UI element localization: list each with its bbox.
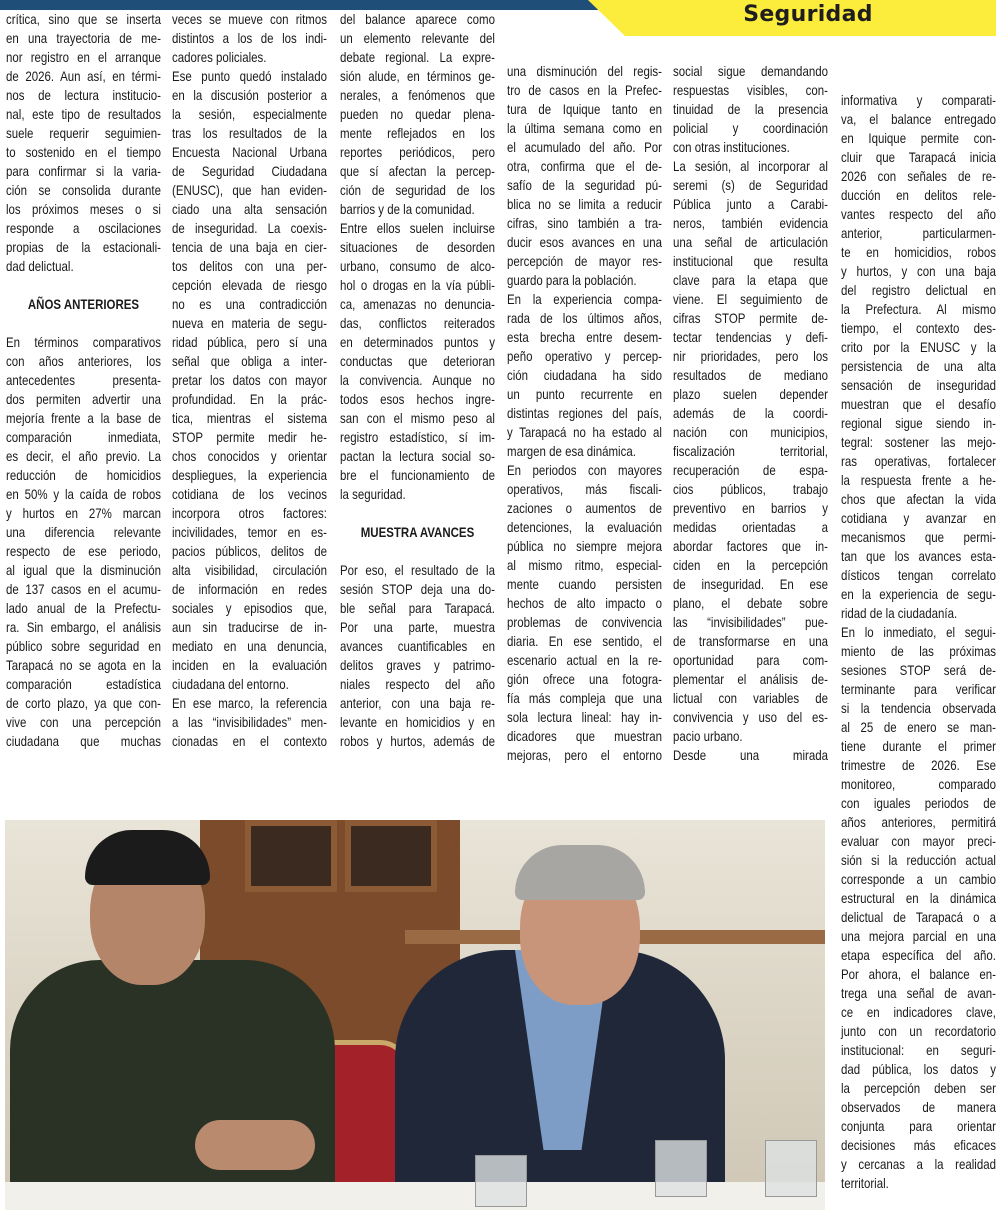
text-line: lado anual de la Prefectu- <box>6 600 161 616</box>
text-line: responde a oscilaciones <box>6 220 161 236</box>
text-line: incorpora otros factores: <box>172 505 327 521</box>
text-line: ciden en la percepción <box>673 557 828 573</box>
text-line: vive con una percepción <box>6 714 161 730</box>
text-line: tan que los avances esta- <box>841 548 996 564</box>
text-line: cionadas en el contexto <box>172 733 327 749</box>
text-line: tegral: sostener las mejo- <box>841 434 996 450</box>
text-line: antecedentes presenta- <box>6 372 161 388</box>
text-line: ducción en delitos rele- <box>841 187 996 203</box>
text-line: cepción elevada de riesgo <box>172 277 327 293</box>
text-line: nor registro en el arranque <box>6 49 161 65</box>
text-line: mejoras, pero el entorno <box>507 747 662 763</box>
text-line: cadores policiales. <box>172 49 267 65</box>
text-line: En ese marco, la referencia <box>172 695 327 711</box>
text-line: problemas de convivencia <box>507 614 662 630</box>
photo-glass <box>655 1140 707 1197</box>
text-line: ridad pública, pero sí una <box>172 334 327 350</box>
paragraph <box>340 219 495 504</box>
text-line: tiempo, el contexto des- <box>841 320 996 336</box>
text-line: esta brecha entre desem- <box>507 329 662 345</box>
text-line: crítica, sino que se inserta <box>6 11 161 27</box>
paragraph <box>507 290 662 461</box>
text-line: viene. El seguimiento de <box>673 291 828 307</box>
text-line: mejoría frente a la base de <box>6 410 161 426</box>
text-line: blica no se limita a reducir <box>507 196 662 212</box>
text-line: chos conocidos y orientar <box>172 448 327 464</box>
text-line: das, conflictos reiterados <box>340 315 495 331</box>
text-line: pactan la lectura social so- <box>340 448 495 464</box>
text-line: en Iquique permite con- <box>841 130 996 146</box>
text-line: pueden no quedar plena- <box>340 106 495 122</box>
text-line: despliegues, la experiencia <box>172 467 327 483</box>
text-line: rada de los últimos años, <box>507 310 662 326</box>
text-line: territorial. <box>841 1175 889 1191</box>
text-line: Tarapacá no se agota en la <box>6 657 161 673</box>
text-line: ción de seguridad de los <box>340 182 495 198</box>
text-line: plementar el análisis de- <box>673 671 828 687</box>
article-column <box>6 10 161 751</box>
article-column <box>340 10 495 751</box>
text-line: tectar tendencias y defi- <box>673 329 828 345</box>
text-line: de corto plazo, ya que con- <box>6 695 161 711</box>
text-line: la seguridad. <box>340 486 406 502</box>
text-line: estructural en la dinámica <box>841 890 996 906</box>
text-line: reducción de homicidios <box>6 467 161 483</box>
text-line: levante en homicidios y en <box>340 714 495 730</box>
text-line: percepción de mayor res- <box>507 253 662 269</box>
text-line: tro de casos en la Prefec- <box>507 82 662 98</box>
text-line: cluir que Tarapacá inicia <box>841 149 996 165</box>
text-line: para confirmar si la varia- <box>6 163 161 179</box>
paragraph <box>6 10 161 276</box>
text-line: 2026 con señales de re- <box>841 168 996 184</box>
article-column <box>172 10 327 751</box>
text-line: a las “invisibilidades” men- <box>172 714 327 730</box>
text-line: trimestre de 2026. Ese <box>841 757 996 773</box>
article-photo <box>5 820 825 1210</box>
photo-door-window <box>345 820 437 892</box>
paragraph <box>673 746 828 765</box>
text-line: sión alude, en términos ge- <box>340 68 495 84</box>
text-line: la sesión, especialmente <box>172 106 327 122</box>
text-line: respecto de ese periodo, <box>6 543 161 559</box>
paragraph <box>172 67 327 694</box>
text-line: cifras STOP permite de- <box>673 310 828 326</box>
text-line: debate regional. La expre- <box>340 49 495 65</box>
text-line: público sobre seguridad en <box>6 638 161 654</box>
text-line: lictual con variables de <box>673 690 828 706</box>
text-line: tinuidad de la presencia <box>673 101 828 117</box>
text-line: y hurtos en 27% marcan <box>6 505 161 521</box>
text-line: tras los resultados de la <box>172 125 327 141</box>
text-line: la percepción deben ser <box>841 1080 996 1096</box>
text-line: terminante para verificar <box>841 681 996 697</box>
text-line: conductas que deterioran <box>340 353 495 369</box>
text-line: operativos, más fiscali- <box>507 481 662 497</box>
text-line: registro estadístico, sí im- <box>340 429 495 445</box>
section-title: Seguridad <box>743 2 873 27</box>
text-line: delitos graves y patrimo- <box>340 657 495 673</box>
text-line: persistencia de una alta <box>841 358 996 374</box>
text-line: incivilidades, temor en es- <box>172 524 327 540</box>
text-line: muestran que el desafío <box>841 396 996 412</box>
text-line: STOP permite medir he- <box>172 429 327 445</box>
text-line: margen de esa dinámica. <box>507 443 636 459</box>
text-line: en 50% y la caída de robos <box>6 486 161 502</box>
text-line: suele requerir seguimien- <box>6 125 161 141</box>
text-line: una señal de articulación <box>673 234 828 250</box>
text-line: san con el mismo peso al <box>340 410 495 426</box>
text-line: tura de Iquique tanto en <box>507 101 662 117</box>
text-line: dad pública, los datos y <box>841 1061 996 1077</box>
text-line: profundidad. En la prác- <box>172 391 327 407</box>
text-line: nir prioridades, pero los <box>673 348 828 364</box>
text-line: seremi (s) de Seguridad <box>673 177 828 193</box>
text-line: señal que obliga a inter- <box>172 353 327 369</box>
text-line: y cercanas a la realidad <box>841 1156 996 1172</box>
text-line: de 2026. Aun así, en térmi- <box>6 68 161 84</box>
text-line: Por ahora, el balance en- <box>841 966 996 982</box>
text-line: de Seguridad Ciudadana <box>172 163 327 179</box>
article-column <box>673 62 828 765</box>
text-line: es decir, el año previo. La <box>6 448 161 464</box>
text-line: fía más compleja que una <box>507 690 662 706</box>
text-line: dos permiten advertir una <box>6 391 161 407</box>
text-line: Por una parte, muestra <box>340 619 495 635</box>
text-line: tencia de una baja en cier- <box>172 239 327 255</box>
text-line: gión ofrece una fotogra- <box>507 671 662 687</box>
text-line: al mismo ritmo, especial- <box>507 557 662 573</box>
text-line: en la experiencia de segu- <box>841 586 996 602</box>
text-line: una mejora parcial en una <box>841 928 996 944</box>
text-line: ciado una alta sensación <box>172 201 327 217</box>
text-line: social sigue demandando <box>673 63 828 79</box>
text-line: una diferencia relevante <box>6 524 161 540</box>
text-line: decisiones más eficaces <box>841 1137 996 1153</box>
text-line: En lo inmediato, el segui- <box>841 624 996 640</box>
text-line: otra, confirma que el de- <box>507 158 662 174</box>
article-column <box>507 62 662 765</box>
photo-woman-hands <box>195 1120 315 1170</box>
text-line: distintos a los de los indi- <box>172 30 327 46</box>
text-line: ce en indicadores clave, <box>841 1004 996 1020</box>
text-line: detenciones, la evaluación <box>507 519 662 535</box>
text-line: plazo suelen depender <box>673 386 828 402</box>
paragraph <box>340 561 495 751</box>
text-line: tica, mientras el sistema <box>172 410 327 426</box>
text-line: con otras instituciones. <box>673 139 790 155</box>
text-line: hol o drogas en la vía públi- <box>340 277 495 293</box>
text-line: junto con un recordatorio <box>841 1023 996 1039</box>
text-line: sociales y episodios que, <box>172 600 327 616</box>
text-line: inciden en la evaluación <box>172 657 327 673</box>
text-line: la última semana como en <box>507 120 662 136</box>
text-line: ción ciudadana ha sido <box>507 367 662 383</box>
text-line: (ENUSC), que han eviden- <box>172 182 327 198</box>
text-line: una disminución del regis- <box>507 63 662 79</box>
text-line: anterior, particularmen- <box>841 225 996 241</box>
text-line: crito por la ENUSC y la <box>841 339 996 355</box>
text-line: En la experiencia compa- <box>507 291 662 307</box>
text-line: informativa y comparati- <box>841 92 996 108</box>
text-line: hechos de alto impacto o <box>507 595 662 611</box>
text-line: Ese punto quedó instalado <box>172 68 327 84</box>
text-line: medidas orientadas a <box>673 519 828 535</box>
photo-woman-body <box>10 960 335 1210</box>
text-line: ras operativas, fortalecer <box>841 453 996 469</box>
text-line: monitoreo, comparado <box>841 776 996 792</box>
text-line: que sí afectan la percep- <box>340 163 495 179</box>
text-line: observados de manera <box>841 1099 996 1115</box>
text-line: años anteriores, permitirá <box>841 814 996 830</box>
text-line: un punto recurrente en <box>507 386 662 402</box>
text-line: ble señal para Tarapacá. <box>340 600 495 616</box>
text-line: miento de las próximas <box>841 643 996 659</box>
text-line: neros, también evidencia <box>673 215 828 231</box>
text-line: de información en redes <box>172 581 327 597</box>
photo-man-hair <box>515 845 645 900</box>
text-line: bre el funcionamiento de <box>340 467 495 483</box>
text-line: delictual de Tarapacá o a <box>841 909 996 925</box>
subheading: AÑOS ANTERIORES <box>27 296 140 312</box>
text-line: ciudadana que muchas <box>6 733 161 749</box>
paragraph <box>507 62 662 290</box>
text-line: etapa específica del año. <box>841 947 996 963</box>
text-line: mecanismos que permi- <box>841 529 996 545</box>
text-line: pacio urbano. <box>673 728 743 744</box>
text-line: los próximos meses o si <box>6 201 161 217</box>
text-line: al igual que la disminución <box>6 562 161 578</box>
text-line: la respuesta frente a he- <box>841 472 996 488</box>
text-line: sesión STOP deja una do- <box>340 581 495 597</box>
paragraph <box>340 10 495 219</box>
text-line: el acumulado del año. Por <box>507 139 662 155</box>
text-line: en la discusión posterior a <box>172 87 327 103</box>
text-line: institucional que resulta <box>673 253 828 269</box>
text-line: situaciones de desorden <box>340 239 495 255</box>
text-line: safío de la seguridad pú- <box>507 177 662 193</box>
text-line: Encuesta Nacional Urbana <box>172 144 327 160</box>
text-line: mente cuando persisten <box>507 576 662 592</box>
text-line: veces se mueve con ritmos <box>172 11 327 27</box>
text-line: escenario actual en la re- <box>507 652 662 668</box>
text-line: si la tendencia observada <box>841 700 996 716</box>
paragraph <box>507 461 662 765</box>
text-line: evaluar con mayor preci- <box>841 833 996 849</box>
text-line: la Prefectura. Al mismo <box>841 301 996 317</box>
text-line: ra. Sin embargo, el análisis <box>6 619 161 635</box>
text-line: corresponde a un cambio <box>841 871 996 887</box>
paragraph <box>6 333 161 751</box>
text-line: y hurtos, y con una baja <box>841 263 996 279</box>
text-line: convivencia y uso del es- <box>673 709 828 725</box>
text-line: recuperación de espa- <box>673 462 828 478</box>
text-line: distintas regiones del país, <box>507 405 662 421</box>
text-line: La sesión, al incorporar al <box>673 158 828 174</box>
text-line: abordar factores que in- <box>673 538 828 554</box>
text-line: institucional: en seguri- <box>841 1042 996 1058</box>
text-line: del balance aparece como <box>340 11 495 27</box>
text-line: va, el balance entregado <box>841 111 996 127</box>
text-line: fiscalización territorial, <box>673 443 828 459</box>
text-line: mediato en una denuncia, <box>172 638 327 654</box>
text-line: al 25 de enero se man- <box>841 719 996 735</box>
text-line: de 137 casos en el acumu- <box>6 581 161 597</box>
text-line: En términos comparativos <box>6 334 161 350</box>
photo-glass <box>475 1155 527 1207</box>
subheading: MUESTRA AVANCES <box>360 524 475 540</box>
photo-glass <box>765 1140 817 1197</box>
text-line: Entre ellos suelen incluirse <box>340 220 495 236</box>
text-line: ción se consolida durante <box>6 182 161 198</box>
text-line: clave para la etapa que <box>673 272 828 288</box>
text-line: Desde una mirada <box>673 747 828 763</box>
text-line: zaciones o aumentos de <box>507 500 662 516</box>
text-line: avances cuantificables en <box>340 638 495 654</box>
text-line: reportes periódicos, pero <box>340 144 495 160</box>
paragraph <box>673 62 828 157</box>
text-line: y Tarapacá no ha estado al <box>507 424 662 440</box>
text-line: tos delitos con una per- <box>172 258 327 274</box>
text-line: sión si la reducción actual <box>841 852 996 868</box>
text-line: comparación inmediata, <box>6 429 161 445</box>
text-line: niales respecto del año <box>340 676 495 692</box>
text-line: nos de lectura institucio- <box>6 87 161 103</box>
text-line: conjunta para orientar <box>841 1118 996 1134</box>
text-line: trega una señal de avan- <box>841 985 996 1001</box>
text-line: chos que afectan la vida <box>841 491 996 507</box>
text-line: de transformarse en una <box>673 633 828 649</box>
photo-woman-hair <box>85 830 210 885</box>
text-line: diaria. En ese sentido, el <box>507 633 662 649</box>
text-line: guardo para la población. <box>507 272 637 288</box>
text-line: robos y hurtos, además de <box>340 733 495 749</box>
paragraph <box>673 157 828 746</box>
text-line: las “invisibilidades” pue- <box>673 614 828 630</box>
text-line: ducir esos avances en una <box>507 234 662 250</box>
text-line: propias de la estacionali- <box>6 239 161 255</box>
text-line: vantes respecto del año <box>841 206 996 222</box>
text-line: sensación de inseguridad <box>841 377 996 393</box>
text-line: sola lectura lineal: hay in- <box>507 709 662 725</box>
text-line: pacios públicos, delitos de <box>172 543 327 559</box>
text-line: ciudadana del entorno. <box>172 676 289 692</box>
text-line: dad delictual. <box>6 258 74 274</box>
text-line: de inseguridad. En ese <box>673 576 828 592</box>
text-line: regional sigue siendo in- <box>841 415 996 431</box>
paragraph <box>172 10 327 67</box>
text-line: con iguales periodos de <box>841 795 996 811</box>
text-line: nación con municipios, <box>673 424 828 440</box>
paragraph <box>841 91 996 623</box>
text-line: nueva en materia de segu- <box>172 315 327 331</box>
text-line: de inseguridad. La coexis- <box>172 220 327 236</box>
text-line: urbano, consumo de alco- <box>340 258 495 274</box>
paragraph <box>172 694 327 751</box>
text-line: plano, el debate sobre <box>673 595 828 611</box>
text-line: dísticos tengan correlato <box>841 567 996 583</box>
article-column <box>841 91 996 1193</box>
text-line: tiene durante el primer <box>841 738 996 754</box>
text-line: dicadores que muestran <box>507 728 662 744</box>
text-line: cotidiana de los vecinos <box>172 486 327 502</box>
text-line: nal, este tipo de resultados <box>6 106 161 122</box>
text-line: la convivencia. Aunque no <box>340 372 495 388</box>
text-line: cotidiana y avanzar en <box>841 510 996 526</box>
text-line: cifras, sino también a tra- <box>507 215 662 231</box>
text-line: peño operativo y percep- <box>507 348 662 364</box>
text-line: Por eso, el resultado de la <box>340 562 495 578</box>
text-line: pública no siempre mejora <box>507 538 662 554</box>
text-line: ca, amenazas no denuncia- <box>340 296 495 312</box>
text-line: en determinados puntos y <box>340 334 495 350</box>
text-line: Pública junto a Carabi- <box>673 196 828 212</box>
text-line: además de la coordi- <box>673 405 828 421</box>
text-line: nerales, a fenómenos que <box>340 87 495 103</box>
text-line: anterior, con una baja re- <box>340 695 495 711</box>
header-bar <box>0 0 600 10</box>
photo-door-window <box>245 820 337 892</box>
text-line: ridad de la ciudadanía. <box>841 605 958 621</box>
text-line: En periodos con mayores <box>507 462 662 478</box>
text-line: un elemento relevante del <box>340 30 495 46</box>
text-line: preventivo en barrios y <box>673 500 828 516</box>
text-line: comparación estadística <box>6 676 161 692</box>
text-line: to sostenido en el tiempo <box>6 144 161 160</box>
text-line: respuestas visibles, con- <box>673 82 828 98</box>
text-line: te en homicidios, robos <box>841 244 996 260</box>
text-line: oportunidad para com- <box>673 652 828 668</box>
text-line: policial y coordinación <box>673 120 828 136</box>
text-line: sesiones STOP será de- <box>841 662 996 678</box>
text-line: aun sin traducirse de in- <box>172 619 327 635</box>
text-line: en una trayectoria de me- <box>6 30 161 46</box>
text-line: resultados de mediano <box>673 367 828 383</box>
text-line: no es una contradicción <box>172 296 327 312</box>
paragraph <box>841 623 996 1193</box>
text-line: barrios y de la comunidad. <box>340 201 475 217</box>
text-line: mente reflejados en los <box>340 125 495 141</box>
text-line: pretar los datos con mayor <box>172 372 327 388</box>
text-line: del registro delictual en <box>841 282 996 298</box>
text-line: todos esos hechos ingre- <box>340 391 495 407</box>
text-line: cios públicos, trabajo <box>673 481 828 497</box>
text-line: alta visibilidad, circulación <box>172 562 327 578</box>
text-line: con años anteriores, los <box>6 353 161 369</box>
